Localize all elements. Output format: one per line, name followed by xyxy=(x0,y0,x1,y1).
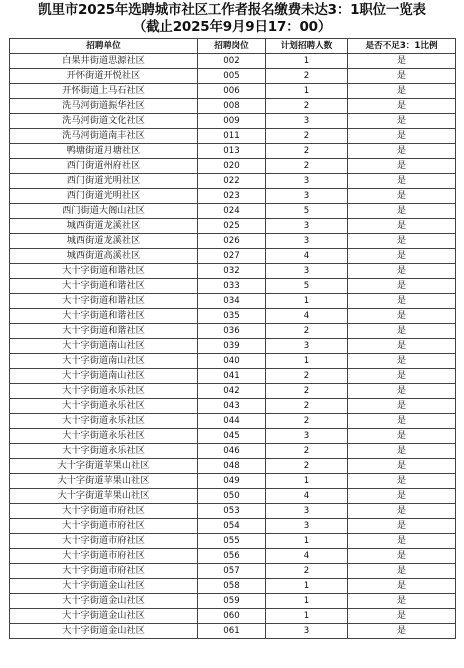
table-row xyxy=(10,159,456,174)
cell-planned: 3 xyxy=(266,504,348,519)
table-row xyxy=(10,369,456,384)
cell-ratio: 是 xyxy=(348,309,456,324)
cell-planned: 3 xyxy=(266,234,348,249)
cell-unit: 大十字街道市府社区 xyxy=(10,549,198,564)
cell-post: 011 xyxy=(198,129,266,144)
cell-post: 043 xyxy=(198,399,266,414)
cell-post: 008 xyxy=(198,99,266,114)
cell-planned: 2 xyxy=(266,144,348,159)
cell-unit: 大十字街道永乐社区 xyxy=(10,444,198,459)
table-row xyxy=(10,444,456,459)
document-title xyxy=(0,0,464,38)
cell-planned: 2 xyxy=(266,384,348,399)
cell-unit: 大十字街道苹果山社区 xyxy=(10,489,198,504)
cell-unit: 大十字街道和谐社区 xyxy=(10,324,198,339)
cell-ratio: 是 xyxy=(348,489,456,504)
table-row xyxy=(10,114,456,129)
cell-ratio: 是 xyxy=(348,219,456,234)
table-row xyxy=(10,354,456,369)
cell-unit: 洗马河街道文化社区 xyxy=(10,114,198,129)
cell-planned: 2 xyxy=(266,564,348,579)
cell-ratio: 是 xyxy=(348,159,456,174)
cell-ratio: 是 xyxy=(348,114,456,129)
cell-post: 005 xyxy=(198,69,266,84)
cell-ratio: 是 xyxy=(348,54,456,69)
cell-unit: 大十字街道南山社区 xyxy=(10,339,198,354)
cell-post: 022 xyxy=(198,174,266,189)
cell-ratio: 是 xyxy=(348,249,456,264)
table-row xyxy=(10,519,456,534)
table-row xyxy=(10,624,456,639)
cell-post: 033 xyxy=(198,279,266,294)
cell-planned: 2 xyxy=(266,369,348,384)
cell-post: 060 xyxy=(198,609,266,624)
cell-planned: 2 xyxy=(266,399,348,414)
cell-ratio: 是 xyxy=(348,339,456,354)
table-row xyxy=(10,279,456,294)
cell-post: 061 xyxy=(198,624,266,639)
cell-ratio: 是 xyxy=(348,474,456,489)
table-row xyxy=(10,429,456,444)
table-row xyxy=(10,459,456,474)
cell-unit: 大十字街道南山社区 xyxy=(10,354,198,369)
cell-planned: 3 xyxy=(266,219,348,234)
cell-ratio: 是 xyxy=(348,279,456,294)
cell-ratio: 是 xyxy=(348,624,456,639)
table-row xyxy=(10,474,456,489)
cell-unit: 城西街道龙溪社区 xyxy=(10,234,198,249)
cell-planned: 2 xyxy=(266,99,348,114)
cell-unit: 大十字街道和谐社区 xyxy=(10,264,198,279)
cell-unit: 大十字街道金山社区 xyxy=(10,579,198,594)
cell-unit: 开怀街道开悦社区 xyxy=(10,69,198,84)
cell-unit: 大十字街道苹果山社区 xyxy=(10,459,198,474)
cell-planned: 3 xyxy=(266,114,348,129)
cell-planned: 4 xyxy=(266,309,348,324)
cell-ratio: 是 xyxy=(348,609,456,624)
cell-ratio: 是 xyxy=(348,234,456,249)
cell-planned: 2 xyxy=(266,129,348,144)
cell-planned: 1 xyxy=(266,594,348,609)
cell-ratio: 是 xyxy=(348,444,456,459)
cell-planned: 1 xyxy=(266,354,348,369)
cell-post: 006 xyxy=(198,84,266,99)
cell-ratio: 是 xyxy=(348,534,456,549)
cell-ratio: 是 xyxy=(348,264,456,279)
cell-post: 009 xyxy=(198,114,266,129)
cell-post: 048 xyxy=(198,459,266,474)
cell-unit: 城西街道龙溪社区 xyxy=(10,219,198,234)
cell-unit: 大十字街道金山社区 xyxy=(10,609,198,624)
header-ratio: 是否不足3：1比例 xyxy=(348,39,456,54)
cell-ratio: 是 xyxy=(348,84,456,99)
cell-ratio: 是 xyxy=(348,174,456,189)
table-row xyxy=(10,69,456,84)
cell-post: 049 xyxy=(198,474,266,489)
table-body xyxy=(10,54,456,639)
cell-ratio: 是 xyxy=(348,369,456,384)
positions-table xyxy=(9,38,456,639)
cell-planned: 2 xyxy=(266,459,348,474)
header-planned: 计划招聘人数 xyxy=(266,39,348,54)
table-row xyxy=(10,534,456,549)
cell-planned: 5 xyxy=(266,204,348,219)
cell-post: 040 xyxy=(198,354,266,369)
cell-unit: 大十字街道永乐社区 xyxy=(10,399,198,414)
cell-ratio: 是 xyxy=(348,579,456,594)
cell-planned: 1 xyxy=(266,534,348,549)
cell-post: 013 xyxy=(198,144,266,159)
cell-unit: 大十字街道永乐社区 xyxy=(10,429,198,444)
cell-unit: 大十字街道市府社区 xyxy=(10,534,198,549)
cell-planned: 1 xyxy=(266,84,348,99)
table-row xyxy=(10,189,456,204)
cell-post: 055 xyxy=(198,534,266,549)
cell-unit: 大十字街道永乐社区 xyxy=(10,384,198,399)
cell-planned: 3 xyxy=(266,429,348,444)
cell-ratio: 是 xyxy=(348,294,456,309)
cell-unit: 大十字街道市府社区 xyxy=(10,504,198,519)
cell-post: 032 xyxy=(198,264,266,279)
table-row xyxy=(10,504,456,519)
cell-ratio: 是 xyxy=(348,414,456,429)
cell-unit: 西门街道光明社区 xyxy=(10,174,198,189)
cell-unit: 白果井街道思源社区 xyxy=(10,54,198,69)
cell-post: 026 xyxy=(198,234,266,249)
cell-planned: 4 xyxy=(266,249,348,264)
table-row xyxy=(10,219,456,234)
cell-planned: 2 xyxy=(266,324,348,339)
cell-unit: 西门街道光明社区 xyxy=(10,189,198,204)
cell-post: 034 xyxy=(198,294,266,309)
cell-post: 056 xyxy=(198,549,266,564)
cell-post: 027 xyxy=(198,249,266,264)
cell-ratio: 是 xyxy=(348,504,456,519)
table-row xyxy=(10,234,456,249)
cell-unit: 大十字街道苹果山社区 xyxy=(10,474,198,489)
table-row xyxy=(10,564,456,579)
cell-unit: 西门街道州府社区 xyxy=(10,159,198,174)
table-row xyxy=(10,294,456,309)
table-row xyxy=(10,549,456,564)
table-row xyxy=(10,609,456,624)
table-row xyxy=(10,594,456,609)
cell-planned: 1 xyxy=(266,54,348,69)
cell-post: 035 xyxy=(198,309,266,324)
cell-planned: 1 xyxy=(266,294,348,309)
table-row xyxy=(10,414,456,429)
cell-unit: 大十字街道南山社区 xyxy=(10,369,198,384)
cell-ratio: 是 xyxy=(348,354,456,369)
cell-ratio: 是 xyxy=(348,189,456,204)
cell-unit: 鸭塘街道月塘社区 xyxy=(10,144,198,159)
cell-post: 023 xyxy=(198,189,266,204)
table-row xyxy=(10,99,456,114)
title-line-1: 凯里市2025年选聘城市社区工作者报名缴费未达3：1职位一览表 xyxy=(38,2,426,18)
cell-post: 044 xyxy=(198,414,266,429)
table-row xyxy=(10,579,456,594)
table-row xyxy=(10,129,456,144)
cell-planned: 1 xyxy=(266,609,348,624)
title-line-2: （截止2025年9月9日17：00） xyxy=(132,19,332,35)
cell-post: 042 xyxy=(198,384,266,399)
cell-ratio: 是 xyxy=(348,144,456,159)
cell-planned: 2 xyxy=(266,444,348,459)
table-row xyxy=(10,309,456,324)
cell-planned: 4 xyxy=(266,549,348,564)
header-unit: 招聘单位 xyxy=(10,39,198,54)
cell-post: 053 xyxy=(198,504,266,519)
cell-planned: 3 xyxy=(266,624,348,639)
cell-planned: 1 xyxy=(266,474,348,489)
cell-planned: 3 xyxy=(266,519,348,534)
cell-unit: 洗马河街道振华社区 xyxy=(10,99,198,114)
table-row xyxy=(10,339,456,354)
cell-ratio: 是 xyxy=(348,429,456,444)
cell-ratio: 是 xyxy=(348,594,456,609)
cell-post: 057 xyxy=(198,564,266,579)
cell-ratio: 是 xyxy=(348,384,456,399)
cell-post: 058 xyxy=(198,579,266,594)
cell-post: 039 xyxy=(198,339,266,354)
table-row xyxy=(10,264,456,279)
cell-ratio: 是 xyxy=(348,204,456,219)
cell-post: 054 xyxy=(198,519,266,534)
cell-unit: 城西街道高溪社区 xyxy=(10,249,198,264)
cell-unit: 大十字街道金山社区 xyxy=(10,624,198,639)
table-row xyxy=(10,144,456,159)
cell-ratio: 是 xyxy=(348,549,456,564)
cell-ratio: 是 xyxy=(348,324,456,339)
cell-post: 046 xyxy=(198,444,266,459)
table-row xyxy=(10,204,456,219)
cell-unit: 大十字街道市府社区 xyxy=(10,519,198,534)
cell-post: 002 xyxy=(198,54,266,69)
cell-ratio: 是 xyxy=(348,459,456,474)
cell-unit: 大十字街道市府社区 xyxy=(10,564,198,579)
table-row xyxy=(10,84,456,99)
table-row xyxy=(10,384,456,399)
cell-ratio: 是 xyxy=(348,519,456,534)
cell-ratio: 是 xyxy=(348,99,456,114)
cell-planned: 2 xyxy=(266,159,348,174)
cell-planned: 5 xyxy=(266,279,348,294)
cell-planned: 3 xyxy=(266,339,348,354)
cell-planned: 1 xyxy=(266,579,348,594)
header-post: 招聘岗位 xyxy=(198,39,266,54)
cell-ratio: 是 xyxy=(348,129,456,144)
cell-planned: 3 xyxy=(266,189,348,204)
table-row xyxy=(10,399,456,414)
cell-post: 025 xyxy=(198,219,266,234)
table-row xyxy=(10,489,456,504)
cell-unit: 大十字街道永乐社区 xyxy=(10,414,198,429)
cell-unit: 大十字街道金山社区 xyxy=(10,594,198,609)
table-header-row xyxy=(10,39,456,54)
cell-ratio: 是 xyxy=(348,69,456,84)
table-row xyxy=(10,324,456,339)
cell-unit: 开怀街道上马石社区 xyxy=(10,84,198,99)
cell-unit: 大十字街道和谐社区 xyxy=(10,309,198,324)
cell-unit: 大十字街道和谐社区 xyxy=(10,294,198,309)
cell-unit: 大十字街道和谐社区 xyxy=(10,279,198,294)
cell-post: 050 xyxy=(198,489,266,504)
cell-post: 036 xyxy=(198,324,266,339)
cell-planned: 2 xyxy=(266,69,348,84)
table-row xyxy=(10,54,456,69)
cell-planned: 2 xyxy=(266,414,348,429)
table-row xyxy=(10,249,456,264)
cell-planned: 3 xyxy=(266,174,348,189)
cell-planned: 3 xyxy=(266,264,348,279)
cell-post: 041 xyxy=(198,369,266,384)
cell-post: 024 xyxy=(198,204,266,219)
cell-ratio: 是 xyxy=(348,564,456,579)
cell-planned: 4 xyxy=(266,489,348,504)
cell-post: 020 xyxy=(198,159,266,174)
cell-post: 059 xyxy=(198,594,266,609)
table-row xyxy=(10,174,456,189)
cell-unit: 洗马河街道南丰社区 xyxy=(10,129,198,144)
cell-unit: 西门街道大阁山社区 xyxy=(10,204,198,219)
cell-post: 045 xyxy=(198,429,266,444)
cell-ratio: 是 xyxy=(348,399,456,414)
